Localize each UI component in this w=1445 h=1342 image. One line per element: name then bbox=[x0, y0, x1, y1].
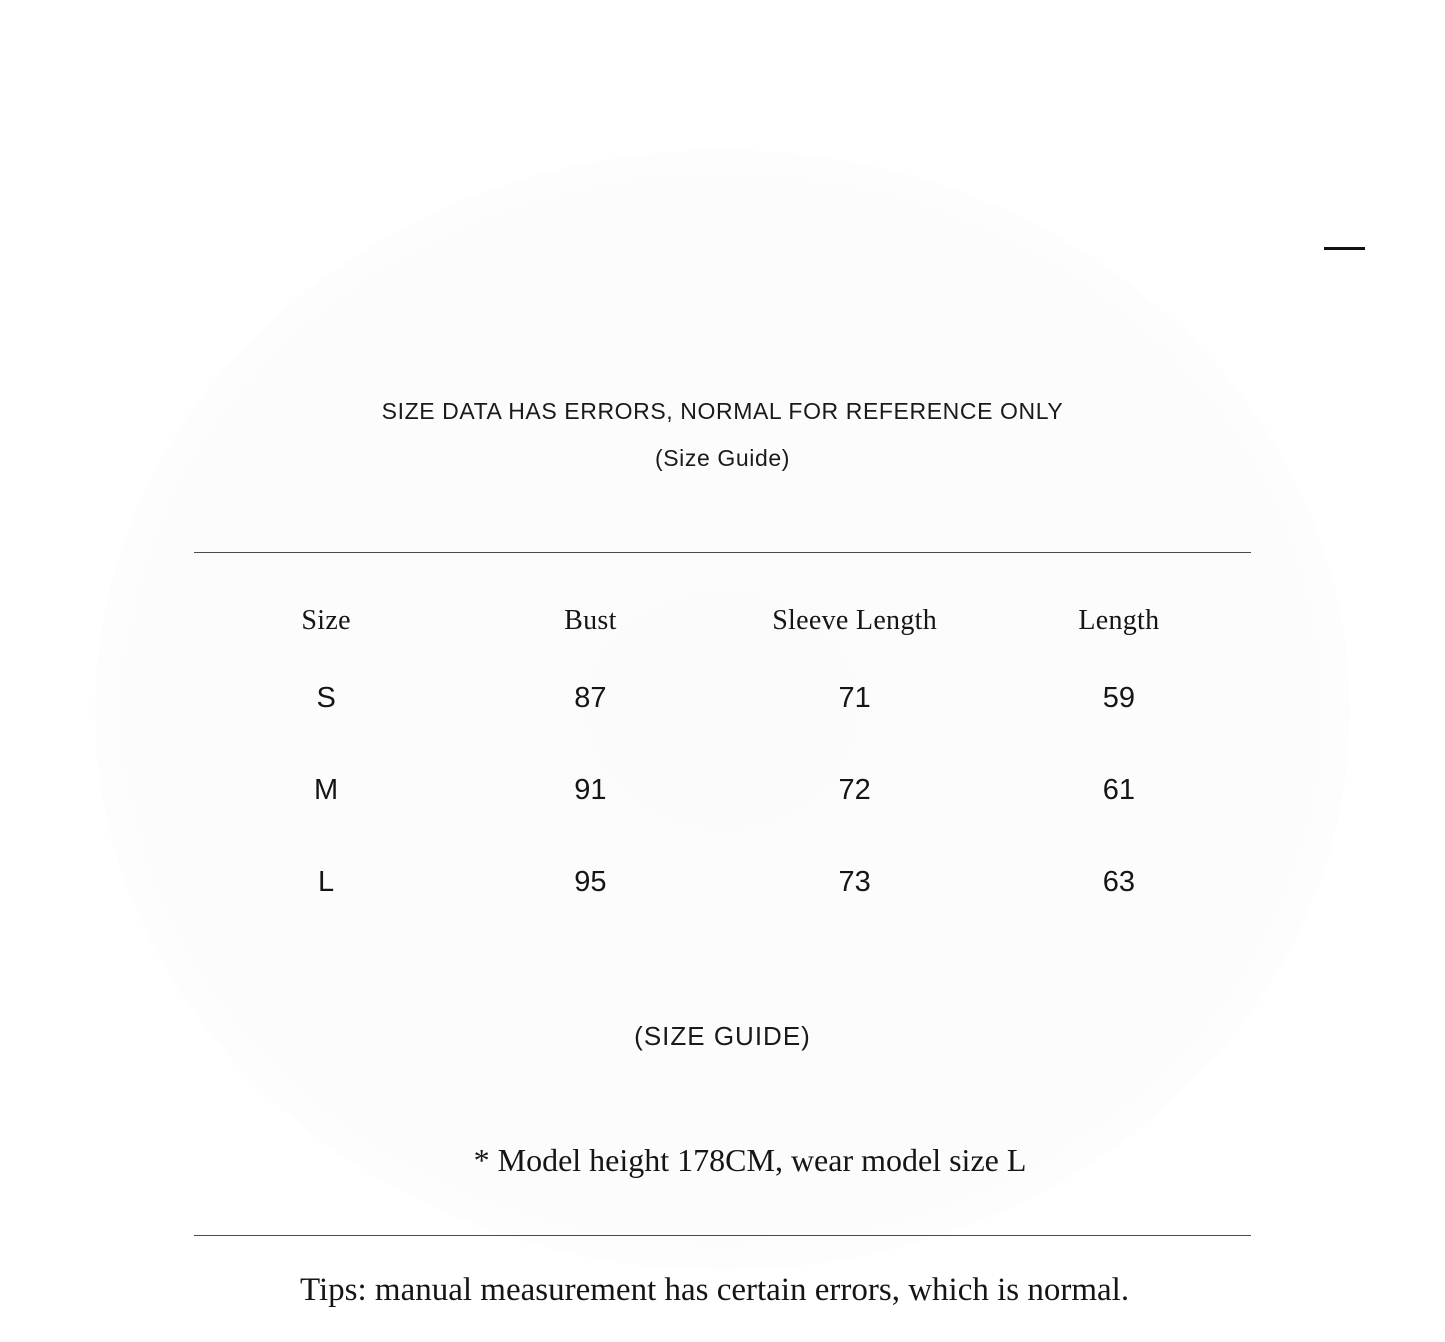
table-header-row bbox=[194, 590, 1251, 652]
table-row bbox=[194, 744, 1251, 836]
size-guide-caption: (SIZE GUIDE) bbox=[634, 1021, 811, 1051]
size-notice: SIZE DATA HAS ERRORS, NORMAL FOR REFERENCE ONLY bbox=[381, 398, 1064, 424]
top-divider bbox=[194, 552, 1251, 553]
table-row bbox=[194, 652, 1251, 744]
column-header-length: Length bbox=[1078, 605, 1160, 636]
minus-icon bbox=[1324, 247, 1365, 250]
column-header-bust: Bust bbox=[564, 605, 617, 636]
cell-size: L bbox=[318, 865, 335, 898]
table-row bbox=[194, 836, 1251, 928]
cell-bust: 95 bbox=[574, 865, 607, 898]
cell-bust: 91 bbox=[574, 773, 607, 806]
bottom-divider bbox=[194, 1235, 1251, 1236]
cell-sleeve-length: 73 bbox=[838, 865, 871, 898]
size-table bbox=[194, 590, 1251, 928]
model-note: * Model height 178CM, wear model size L bbox=[473, 1142, 1027, 1178]
cell-length: 63 bbox=[1102, 865, 1135, 898]
column-header-sleeve-length: Sleeve Length bbox=[772, 605, 938, 636]
tips-text: Tips: manual measurement has certain errors, which is normal. bbox=[300, 1272, 1130, 1308]
cell-sleeve-length: 72 bbox=[838, 773, 871, 806]
cell-length: 59 bbox=[1102, 681, 1135, 714]
cell-bust: 87 bbox=[574, 681, 607, 714]
column-header-size: Size bbox=[301, 605, 351, 636]
cell-sleeve-length: 71 bbox=[838, 681, 871, 714]
cell-size: M bbox=[314, 773, 339, 806]
cell-size: S bbox=[316, 681, 336, 714]
cell-length: 61 bbox=[1102, 773, 1135, 806]
size-guide-subtitle: (Size Guide) bbox=[654, 445, 791, 471]
